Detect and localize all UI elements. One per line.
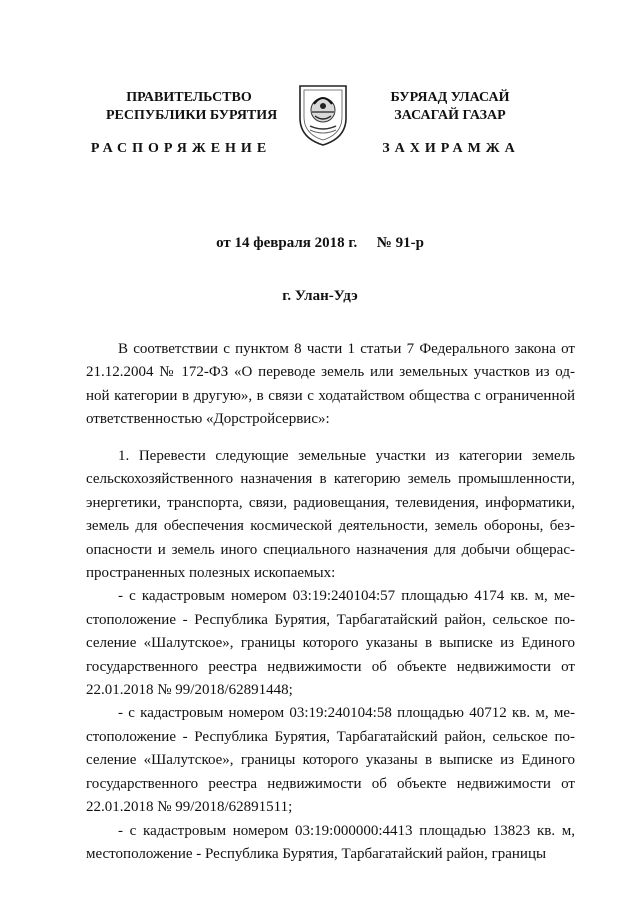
parcel-line: стоположение - Республика Бурятия, Тарбагатайский район, сельское по- [86, 728, 575, 745]
document-number: № 91-р [376, 235, 424, 251]
preamble-line: В соответствии с пунктом 8 части 1 статьи 7 Федерального закона от [118, 341, 575, 357]
preamble [86, 338, 575, 432]
preamble-line: ответственностью «Дорстройсервис»: [86, 411, 330, 428]
parcel-line: селение «Шалутское», границы которого указаны в выписке из Единого [86, 752, 575, 769]
parcel-line: стоположение - Республика Бурятия, Тарбагатайский район, сельское по- [86, 611, 575, 628]
government-name-bua [380, 89, 520, 125]
date-number-line [0, 235, 640, 252]
parcel-item [86, 820, 575, 867]
item-1-line: энергетики, транспорта, связи, радиовещания, телевидения, информатики, [86, 494, 575, 511]
government-name-bua-line1: БУРЯАД УЛАСАЙ [390, 90, 510, 105]
government-name-bua-line2: ЗАСАГАЙ ГАЗАР [394, 108, 506, 123]
government-name-ru [106, 89, 278, 125]
item-1-line: сельскохозяйственного назначения в категорию земель промышленности, [86, 471, 575, 488]
doc-type-bua: ЗАХИРАМЖА [382, 141, 520, 156]
government-name-ru-line2: РЕСПУБЛИКИ БУРЯТИЯ [106, 108, 278, 123]
parcel-item [86, 585, 575, 702]
document-date: от 14 февраля 2018 г. [216, 235, 358, 251]
parcel-line: 22.01.2018 № 99/2018/62891511; [86, 799, 293, 816]
parcel-line: государственного реестра недвижимости об объекте недвижимости от [86, 775, 575, 792]
parcel-line: селение «Шалутское», границы которого указаны в выписке из Единого [86, 635, 575, 652]
parcel-line: 22.01.2018 № 99/2018/62891448; [86, 682, 293, 699]
preamble-line: 21.12.2004 № 172-ФЗ «О переводе земель или земельных участков из од- [86, 364, 575, 381]
preamble-line: ной категории в другую», в связи с ходатайством общества с ограниченной [86, 387, 575, 404]
parcel-line: - с кадастровым номером 03:19:240104:58 площадью 40712 кв. м, ме- [118, 705, 575, 722]
item-1-paragraph [86, 445, 575, 585]
parcel-line: - с кадастровым номером 03:19:240104:57 площадью 4174 кв. м, ме- [118, 588, 575, 605]
government-name-ru-line1: ПРАВИТЕЛЬСТВО [126, 90, 252, 105]
item-1-line: земель для обеспечения космической деятельности, земель обороны, без- [86, 518, 575, 535]
item-1-line: опасности и земель иного специального назначения для добычи общерас- [86, 541, 575, 558]
preamble-paragraph [86, 338, 575, 432]
parcel-item [86, 702, 575, 819]
item-1-line: 1. Перевести следующие земельные участки из категории земель [118, 448, 575, 464]
parcel-line: местоположение - Республика Бурятия, Тарбагатайский район, границы [86, 845, 547, 862]
parcel-line: - с кадастровым номером 03:19:000000:4413 площадью 13823 кв. м, [118, 822, 575, 839]
coat-of-arms-icon [296, 82, 350, 148]
item-1 [86, 445, 575, 866]
doc-type-ru: РАСПОРЯЖЕНИЕ [90, 141, 272, 156]
parcel-line: государственного реестра недвижимости об объекте недвижимости от [86, 658, 575, 675]
city-line: г. Улан-Удэ [282, 288, 358, 304]
item-1-line: пространенных полезных ископаемых: [86, 565, 336, 582]
